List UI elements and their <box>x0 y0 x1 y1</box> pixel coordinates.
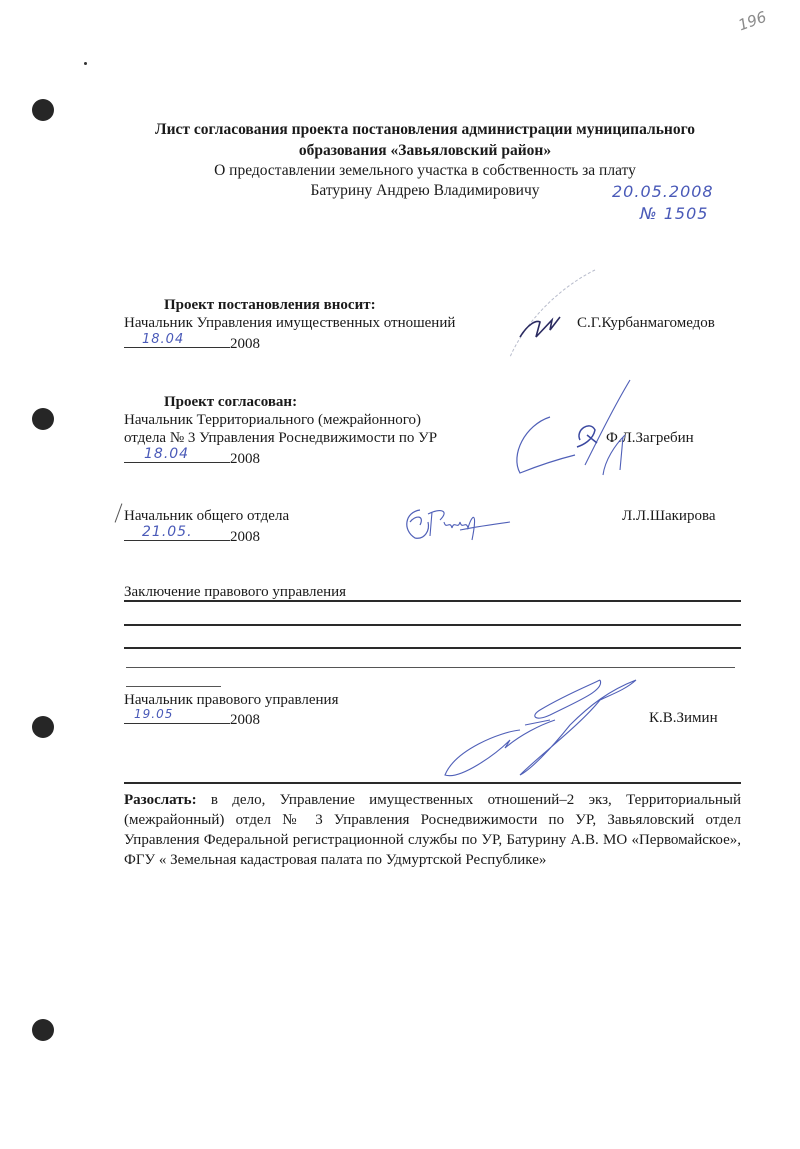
date-line-legal-head <box>124 709 260 729</box>
document-subject-line2: Батурину Андрею Владимировичу <box>310 182 540 199</box>
document-title-line2: образования «Завьяловский район» <box>298 142 552 159</box>
position-general-dept: Начальник общего отдела <box>124 508 290 524</box>
conclusion-line[interactable] <box>124 647 741 649</box>
name-introduced: С.Г.Курбанмагомедов <box>577 315 715 331</box>
position-agreed-line2: отдела № 3 Управления Роснедвижимости по УР <box>124 430 438 446</box>
date-line-introduced <box>124 333 260 353</box>
date-line-agreed <box>124 448 260 468</box>
date-blank <box>124 709 230 724</box>
name-general-dept: Л.Л.Шакирова <box>622 508 716 524</box>
conclusion-line[interactable] <box>124 624 741 626</box>
speck <box>84 62 87 65</box>
signature-agreed <box>505 375 635 480</box>
page-number-handwritten: 196 <box>735 7 769 35</box>
punch-hole <box>32 408 54 430</box>
document-subject-line1: О предоставлении земельного участка в собственность за плату <box>214 162 636 179</box>
punch-hole <box>32 99 54 121</box>
date-blank <box>124 526 230 541</box>
signature-general-dept <box>400 500 520 550</box>
punch-hole <box>32 716 54 738</box>
date-handwritten: 21.05. <box>142 524 193 540</box>
registration-number-handwritten: № 1505 <box>640 204 709 223</box>
year: 2008 <box>230 529 260 545</box>
section-heading-agreed: Проект согласован: <box>164 394 298 410</box>
date-blank <box>124 448 230 463</box>
short-rule <box>126 686 221 687</box>
registration-date-handwritten: 20.05.2008 <box>612 182 714 201</box>
signature-introduced <box>500 262 600 362</box>
conclusion-line[interactable] <box>126 667 735 668</box>
distribution-text: в дело, Управление имущественных отношений–2 экз, Территориальный (межрайонный) отдел № 3 Управления Роснедвижимости по УР, Завьяловский отдел Управления Федеральной регистрационной службы по УР, Батурину А.В. МО «Первомайское», ФГУ « Земельная кадастровая палата по Удмуртской Республике» <box>124 792 741 868</box>
year: 2008 <box>230 712 260 728</box>
document-title-line1: Лист согласования проекта постановления администрации муниципального <box>155 121 695 138</box>
legal-conclusion-label: Заключение правового управления <box>124 584 347 600</box>
date-handwritten: 19.05 <box>134 707 174 721</box>
position-legal-head: Начальник правового управления <box>124 692 339 708</box>
date-blank <box>124 333 230 348</box>
year: 2008 <box>230 336 260 352</box>
punch-hole <box>32 1019 54 1041</box>
conclusion-line[interactable] <box>124 600 741 602</box>
section-heading-introduced: Проект постановления вносит: <box>164 297 376 313</box>
distribution-list <box>124 790 741 870</box>
distribution-separator <box>124 782 741 784</box>
position-introduced: Начальник Управления имущественных отношений <box>124 315 456 331</box>
distribution-label: Разослать: <box>124 792 197 808</box>
name-agreed: Ф.Л.Загребин <box>606 430 694 446</box>
position-agreed-line1: Начальник Территориального (межрайонного) <box>124 412 421 428</box>
date-line-general-dept <box>124 526 260 546</box>
name-legal-head: К.В.Зимин <box>649 710 718 726</box>
date-handwritten: 18.04 <box>142 332 185 347</box>
tick-mark <box>115 503 123 522</box>
year: 2008 <box>230 451 260 467</box>
date-handwritten: 18.04 <box>144 446 190 462</box>
signature-legal-head <box>440 670 640 785</box>
